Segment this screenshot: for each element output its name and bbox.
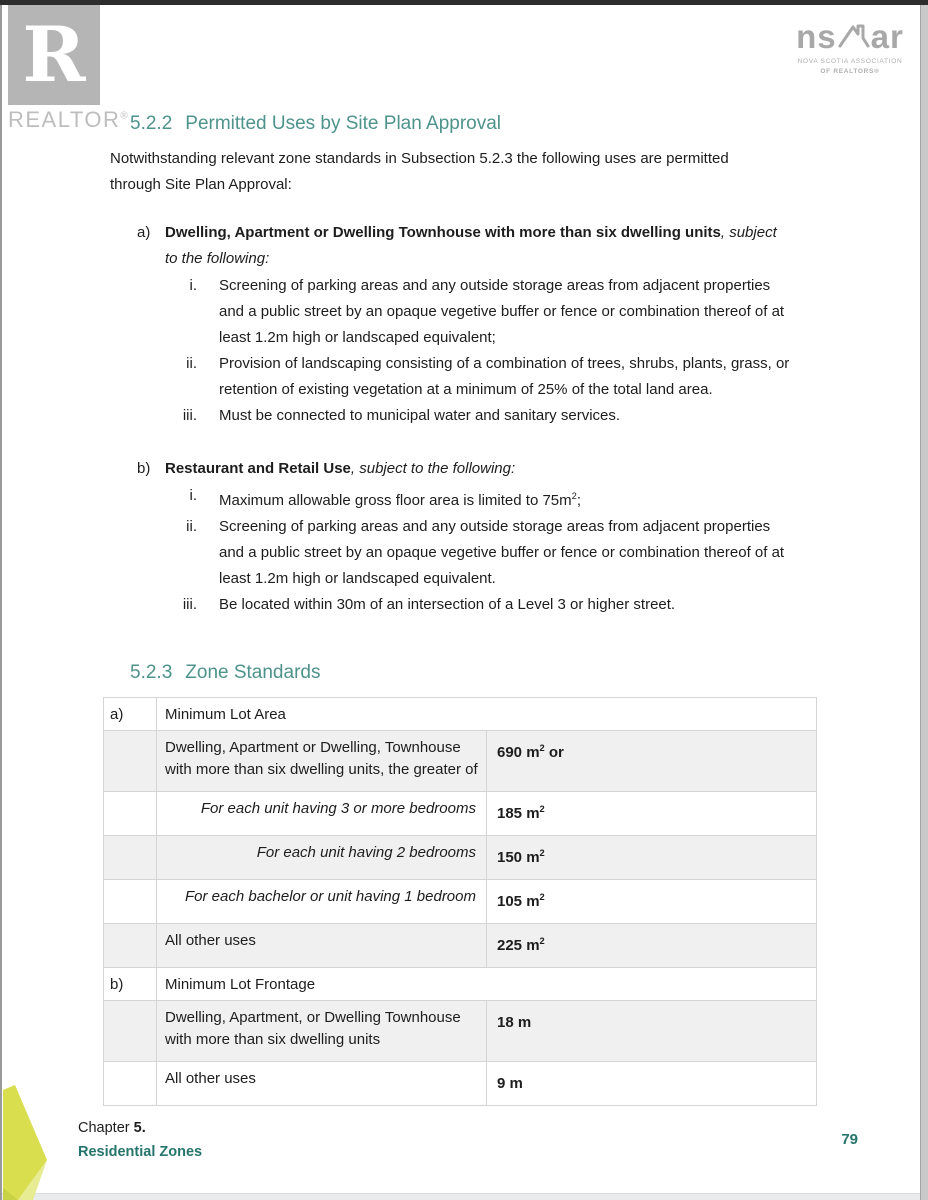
nsar-subtitle-line1: NOVA SCOTIA ASSOCIATION [797, 58, 903, 65]
page-number: 79 [841, 1131, 858, 1148]
realtor-logo-box [8, 5, 100, 105]
table-row [104, 968, 817, 1001]
roman-numeral: iii. [182, 407, 197, 424]
table-cell-value [487, 836, 817, 880]
text-after-sup: ; [576, 492, 581, 509]
superscript: 2 [571, 491, 577, 501]
section-5-2-3-number: 5.2.3 [130, 662, 173, 683]
roman-numeral: iii. [182, 596, 197, 613]
table-row [104, 924, 817, 968]
table-cell-label [104, 836, 157, 880]
table-row [104, 698, 817, 731]
table-cell-desc: For each bachelor or unit having 1 bedroom [157, 880, 487, 924]
chevron-decoration [1, 1084, 49, 1200]
value-text: 185 m [497, 805, 540, 822]
nsar-wordmark-left: ns [796, 18, 837, 55]
page-right-edge [920, 0, 928, 1200]
list-item-a [110, 220, 820, 429]
value-superscript: 2 [539, 848, 545, 858]
table-cell-value [487, 880, 817, 924]
table-cell-desc: For each unit having 3 or more bedrooms [157, 792, 487, 836]
value-superscript: 2 [539, 936, 545, 946]
roman-numeral: i. [189, 487, 197, 504]
nsar-wordmark-right: ar [870, 18, 904, 55]
table-cell-label [104, 731, 157, 792]
roman-item [165, 514, 820, 592]
table-cell-desc: Dwelling, Apartment, or Dwelling Townhouse with more than six dwelling units [157, 1001, 487, 1062]
table-cell-value [487, 1062, 817, 1106]
section-5-2-2-title: Permitted Uses by Site Plan Approval [185, 113, 502, 134]
use-condition: , subject to the following: [165, 224, 777, 267]
roman-numeral: ii. [186, 355, 197, 372]
value-text: 105 m [497, 893, 540, 910]
table-cell-value [487, 924, 817, 968]
nsar-wordmark [790, 20, 910, 53]
realtor-logo [8, 5, 128, 133]
table-cell-label [104, 880, 157, 924]
roman-list-a [165, 273, 820, 429]
table-cell-desc: All other uses [157, 1062, 487, 1106]
table-cell-label: b) [104, 968, 157, 1001]
section-5-2-3-heading [130, 662, 820, 684]
table-cell-desc: For each unit having 2 bedrooms [157, 836, 487, 880]
table-cell-desc: Minimum Lot Frontage [157, 968, 817, 1001]
roman-item-text: Screening of parking areas and any outside storage areas from adjacent properties and a public street by an opaque vegetive buffer or fence or combination thereof of at least 1.2m high or landscaped equivalent; [219, 277, 785, 346]
footer [78, 1116, 202, 1164]
table-cell-value [487, 792, 817, 836]
use-condition: , subject to the following: [350, 460, 516, 477]
nsar-subtitle [790, 57, 910, 77]
use-name: Dwelling, Apartment or Dwelling Townhouse with more than six dwelling units [165, 224, 721, 241]
nsar-subtitle-line2: OF REALTORS® [820, 68, 880, 76]
section-5-2-3-title: Zone Standards [185, 662, 321, 683]
roman-item [165, 483, 820, 514]
roman-item [165, 351, 820, 403]
list-item-b-label: b) [137, 460, 151, 477]
table-cell-label [104, 792, 157, 836]
table-cell-label [104, 1062, 157, 1106]
table-row [104, 1062, 817, 1106]
table-row [104, 836, 817, 880]
realtor-wordmark [8, 107, 128, 133]
chapter-title: Residential Zones [78, 1144, 203, 1160]
table-cell-value [487, 1001, 817, 1062]
roman-item-text: Provision of landscaping consisting of a combination of trees, shrubs, plants, grass, or retention of existing vegetation at a minimum of 25% of the total land area. [219, 355, 790, 398]
table-cell-desc: All other uses [157, 924, 487, 968]
value-superscript: 2 [539, 892, 545, 902]
chapter-prefix: Chapter [78, 1120, 134, 1136]
chapter-number: 5. [133, 1120, 146, 1136]
table-row [104, 880, 817, 924]
value-text: 225 m [497, 937, 540, 954]
roman-item [165, 403, 820, 429]
value-superscript: 2 [539, 743, 545, 753]
realtor-wordmark-text: REALTOR [8, 107, 121, 132]
table-cell-value [487, 731, 817, 792]
intro-paragraph: Notwithstanding relevant zone standards in Subsection 5.2.3 the following uses are permitted through Site Plan Approval: [110, 150, 729, 193]
list-item-b [110, 456, 820, 618]
list-item-a-body [165, 220, 820, 429]
footer-chapter-line [78, 1116, 202, 1140]
table-cell-label: a) [104, 698, 157, 731]
use-name: Restaurant and Retail Use [165, 460, 351, 477]
list-item-b-title [165, 456, 785, 482]
roman-item [165, 592, 820, 618]
roman-list-b [165, 483, 820, 618]
table-row [104, 731, 817, 792]
zone-standards-table [103, 697, 817, 1106]
value-superscript: 2 [539, 804, 545, 814]
table-cell-label [104, 1001, 157, 1062]
roman-item-text: Be located within 30m of an intersection of a Level 3 or higher street. [219, 596, 676, 613]
table-cell-desc: Minimum Lot Area [157, 698, 817, 731]
page-left-edge [0, 0, 2, 1200]
list-item-a-title [165, 220, 785, 272]
list-item-a-label: a) [137, 224, 151, 241]
nsar-logo [790, 20, 910, 77]
table-cell-label [104, 924, 157, 968]
text-before-sup: Maximum allowable gross floor area is limited to 75m [219, 492, 572, 509]
registered-symbol: ® [120, 110, 130, 122]
list-item-b-body [165, 456, 820, 618]
roman-item [165, 273, 820, 351]
section-5-2-2-heading [130, 113, 820, 135]
house-icon [838, 22, 870, 52]
roman-numeral: ii. [186, 518, 197, 535]
value-suffix: or [544, 744, 564, 761]
table-cell-desc: Dwelling, Apartment or Dwelling, Townhouse with more than six dwelling units, the greater of [157, 731, 487, 792]
page-bottom-edge [0, 1193, 928, 1200]
realtor-r-icon: R [22, 10, 86, 99]
roman-numeral: i. [189, 277, 197, 294]
value-text: 690 m [497, 744, 540, 761]
value-text: 150 m [497, 849, 540, 866]
value-text: 9 m [497, 1075, 523, 1092]
section-5-2-2-number: 5.2.2 [130, 113, 173, 134]
roman-item-text: Screening of parking areas and any outside storage areas from adjacent properties and a public street by an opaque vegetive buffer or fence or combination thereof of at least 1.2m high or landscaped equivalent. [219, 518, 785, 587]
value-text: 18 m [497, 1014, 532, 1031]
roman-item-text: Must be connected to municipal water and sanitary services. [219, 407, 621, 424]
page-top-edge [0, 0, 928, 5]
table-row [104, 1001, 817, 1062]
roman-item-text [219, 483, 799, 514]
table-row [104, 792, 817, 836]
